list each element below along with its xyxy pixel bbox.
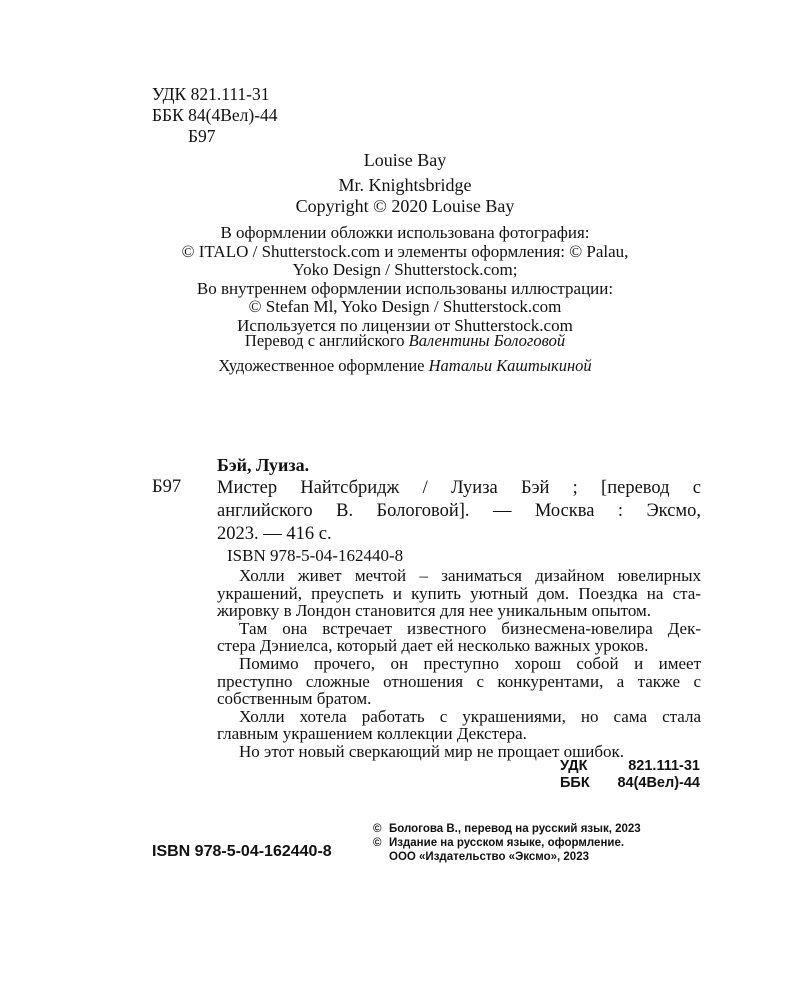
annotation-line: Но этот новый сверкающий мир не прощает ошибок. — [239, 741, 624, 761]
designer-name: Натальи Каштыкиной — [428, 356, 592, 375]
bib-author: Бэй, Луиза. — [217, 455, 310, 475]
annotation-line: Холли живет мечтой – заниматься дизайном ювелирных — [239, 566, 701, 585]
bibliographic-description — [217, 477, 701, 546]
translator-name: Валентины Бологовой — [408, 331, 566, 350]
annotation-line: преступно сложные отношения с конкурентами, а также с — [217, 671, 701, 691]
annotation-line: собственным братом. — [217, 689, 372, 709]
udk-label: УДК — [560, 758, 588, 774]
credit-line: В оформлении обложки использована фотография: — [220, 223, 590, 242]
original-title: Mr. Knightsbridge — [338, 175, 472, 195]
credit-line: Yoko Design / Shutterstock.com; — [292, 260, 518, 279]
translation-prefix: Перевод с английского — [244, 331, 405, 350]
annotation-line: Холли хотела работать с украшениями, но сама стала — [239, 706, 701, 726]
bbk-value: 84(4Вел)-44 — [617, 775, 700, 791]
design-credit — [140, 356, 670, 376]
credit-line: Используется по лицензии от Shutterstock.com — [237, 315, 573, 335]
credit-line: © ITALO / Shutterstock.com и элементы оформления: © Palau, — [181, 241, 629, 261]
author-mark: Б97 — [188, 126, 216, 146]
bib-author-mark: Б97 — [152, 477, 182, 497]
copyright-line: ООО «Издательство «Эксмо», 2023 — [389, 851, 589, 863]
copyright-notice — [373, 822, 641, 864]
credit-line: © Stefan Ml, Yoko Design / Shutterstock.com — [248, 297, 562, 316]
copyright-symbol: © — [373, 823, 382, 835]
copyright-line: Бологова В., перевод на русский язык, 2023 — [389, 823, 641, 835]
udk-value: 821.111-31 — [628, 758, 700, 774]
copyright-line: Издание на русском языке, оформление. — [389, 837, 625, 849]
illustration-credits — [140, 224, 670, 335]
annotation — [217, 567, 701, 761]
annotation-line: главным украшением коллекции Декстера. — [217, 724, 527, 744]
isbn-bottom: ISBN 978-5-04-162440-8 — [152, 843, 332, 860]
annotation-line: Там она встречает известного бизнесмена-ювелира Дек- — [239, 618, 701, 638]
copyright-symbol: © — [373, 837, 382, 849]
classification-codes-right — [560, 758, 700, 792]
translation-credit — [140, 331, 670, 351]
original-copyright: Copyright © 2020 Louise Bay — [295, 196, 515, 216]
bib-line: 2023. — 416 с. — [217, 524, 332, 544]
original-author: Louise Bay — [363, 150, 447, 170]
annotation-line: жировку в Лондон становится для нее уникальным опытом. — [217, 601, 652, 621]
bbk-code: ББК 84(4Вел)-44 — [152, 105, 278, 125]
bib-isbn: ISBN 978-5-04-162440-8 — [227, 546, 404, 565]
annotation-line: украшений, преуспеть и купить уютный дом. Поездка на ста- — [217, 583, 701, 603]
annotation-line: стера Дэниелса, который дает ей несколько важных уроков. — [217, 636, 649, 656]
annotation-line: Помимо прочего, он преступно хорош собой и имеет — [239, 653, 701, 673]
classification-codes — [152, 84, 278, 147]
bbk-label: ББК — [560, 775, 590, 791]
bib-line: английского В. Бологовой]. — Москва : Эксмо, — [217, 501, 701, 521]
design-prefix: Художественное оформление — [218, 356, 425, 375]
bib-line: Мистер Найтсбридж / Луиза Бэй ; [перевод с — [217, 478, 701, 498]
credit-line: Во внутреннем оформлении использованы иллюстрации: — [196, 278, 614, 298]
udk-code: УДК 821.111-31 — [152, 84, 270, 104]
